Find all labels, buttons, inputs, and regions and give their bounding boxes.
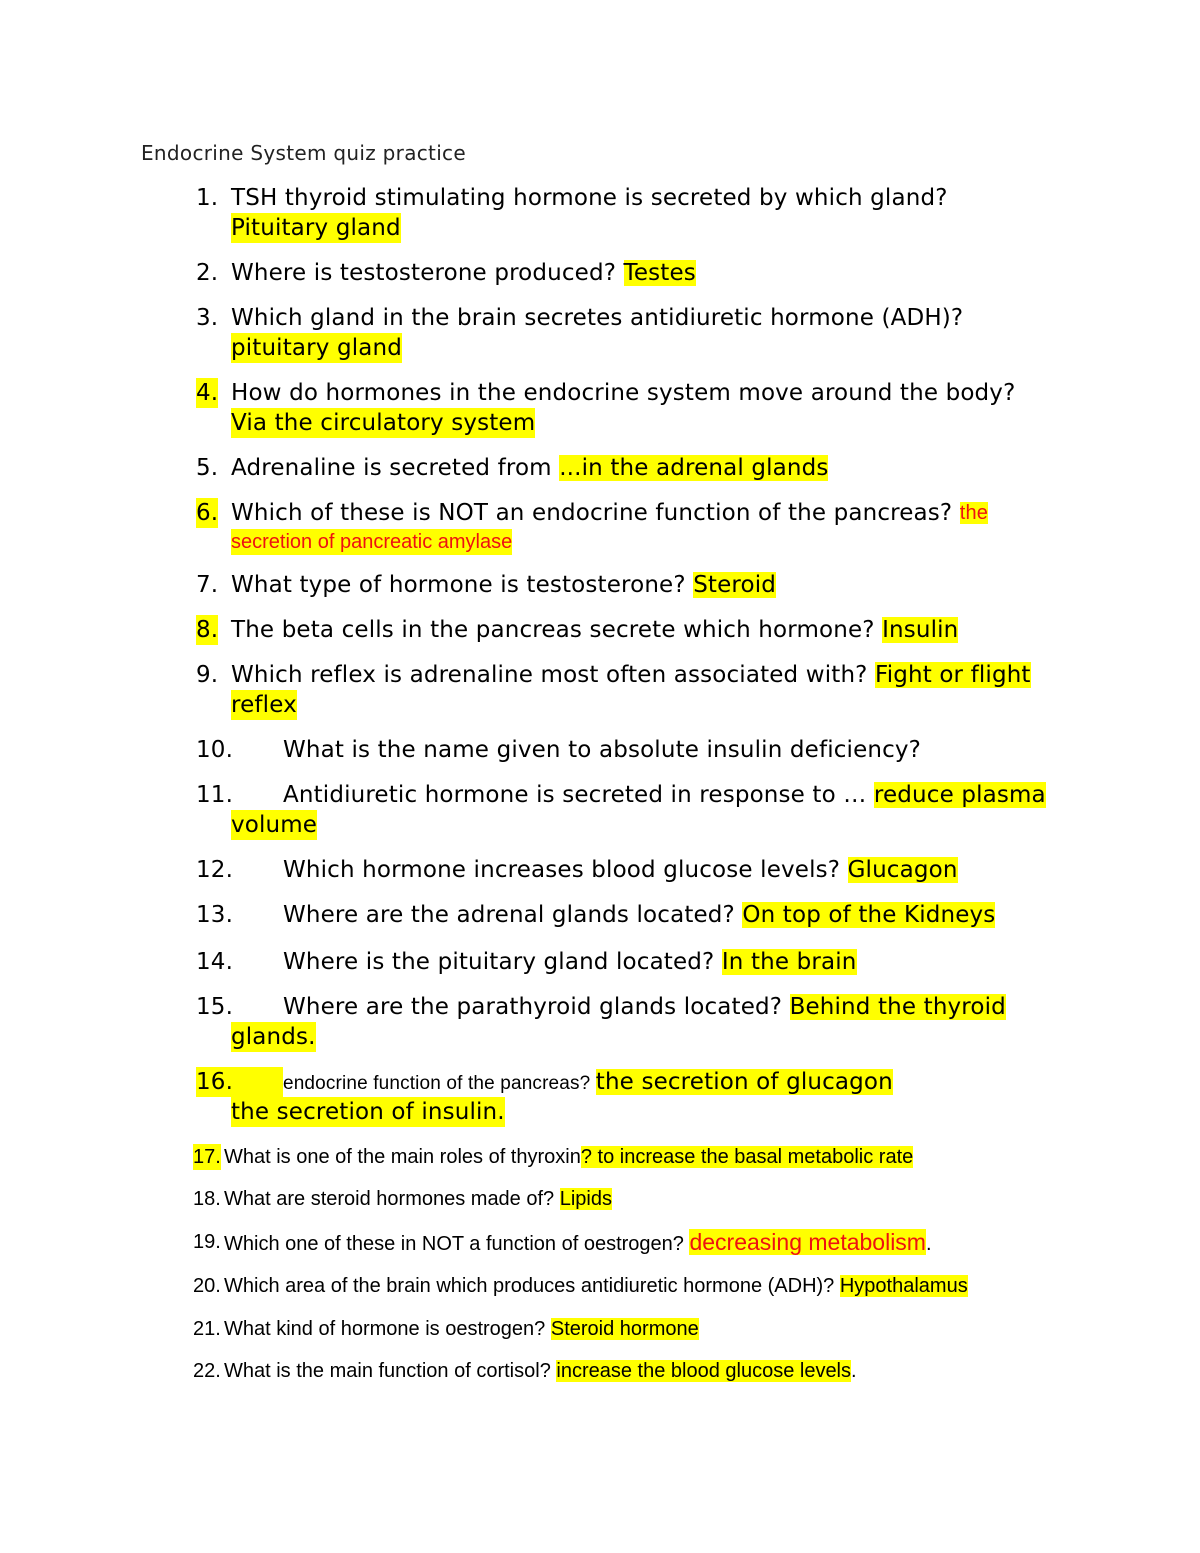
question-number: 19. bbox=[193, 1231, 221, 1253]
answer-text: ...in the adrenal glands bbox=[559, 455, 829, 481]
answer-text: ? to increase the basal metabolic rate bbox=[580, 1146, 914, 1168]
question-number: 21. bbox=[193, 1318, 221, 1340]
answer-text: pituitary gland bbox=[231, 335, 402, 361]
question-number: 13. bbox=[196, 902, 234, 928]
question-line bbox=[224, 1316, 699, 1342]
question-number: 3. bbox=[196, 305, 219, 331]
answer-text: Behind the thyroid bbox=[789, 994, 1006, 1020]
question-number: 15. bbox=[196, 994, 234, 1020]
answer-text-continued: glands. bbox=[231, 1024, 316, 1050]
question-number: 2. bbox=[196, 260, 219, 286]
answer-text: reduce plasma bbox=[873, 782, 1046, 808]
answer-tail: . bbox=[925, 1233, 932, 1255]
question-text: What type of hormone is testosterone? bbox=[231, 572, 694, 598]
answer-text-continued: volume bbox=[231, 812, 318, 838]
question-text: Which hormone increases blood glucose levels? bbox=[283, 857, 848, 883]
answer-text: the bbox=[959, 502, 989, 524]
question-line bbox=[231, 660, 1031, 690]
question-line bbox=[224, 1186, 612, 1212]
question-number: 17. bbox=[193, 1146, 221, 1168]
question-text: Where are the parathyroid glands located? bbox=[283, 994, 790, 1020]
question-line bbox=[224, 1273, 968, 1299]
question-line bbox=[283, 1067, 893, 1097]
question-number: 10. bbox=[196, 737, 234, 763]
question-text: Adrenaline is secreted from bbox=[231, 455, 560, 481]
answer-text-continued: the secretion of insulin. bbox=[231, 1099, 505, 1125]
question-text: What is one of the main roles of thyroxin bbox=[224, 1146, 581, 1168]
question-text: What kind of hormone is oestrogen? bbox=[224, 1318, 551, 1340]
question-text: TSH thyroid stimulating hormone is secreted by which gland? bbox=[231, 185, 948, 211]
question-text: Which of these is NOT an endocrine function of the pancreas? bbox=[231, 500, 960, 526]
question-number: 9. bbox=[196, 662, 219, 688]
question-number: 20. bbox=[193, 1275, 221, 1297]
question-number: 6. bbox=[196, 500, 219, 526]
answer-text: Fight or flight bbox=[874, 662, 1031, 688]
question-text: Where is testosterone produced? bbox=[231, 260, 624, 286]
question-line bbox=[283, 992, 1006, 1022]
question-text: Which gland in the brain secretes antidiuretic hormone (ADH)? bbox=[231, 305, 964, 331]
question-number: 8. bbox=[196, 617, 219, 643]
question-text: Where are the adrenal glands located? bbox=[283, 902, 743, 928]
question-line bbox=[231, 453, 828, 483]
question-number: 1. bbox=[196, 185, 219, 211]
question-line bbox=[283, 855, 958, 885]
question-number: 12. bbox=[196, 857, 234, 883]
question-number: 7. bbox=[196, 572, 219, 598]
question-text: endocrine function of the pancreas? bbox=[283, 1073, 596, 1094]
question-line bbox=[224, 1144, 913, 1170]
question-number: 18. bbox=[193, 1188, 221, 1210]
question-line bbox=[231, 498, 988, 528]
question-number: 11. bbox=[196, 782, 234, 808]
question-text: Which reflex is adrenaline most often associated with? bbox=[231, 662, 875, 688]
question-line bbox=[283, 780, 1046, 810]
question-text: Antidiuretic hormone is secreted in response to … bbox=[283, 782, 874, 808]
question-text: Which one of these in NOT a function of oestrogen? bbox=[224, 1233, 690, 1255]
answer-text: the secretion of glucagon bbox=[595, 1069, 893, 1095]
answer-text: Insulin bbox=[882, 617, 959, 643]
answer-text: Steroid bbox=[693, 572, 777, 598]
question-text: What are steroid hormones made of? bbox=[224, 1188, 560, 1210]
question-line bbox=[283, 900, 995, 930]
answer-text: Via the circulatory system bbox=[231, 410, 536, 436]
question-text: What is the name given to absolute insulin deficiency? bbox=[283, 737, 922, 763]
question-number: 22. bbox=[193, 1360, 221, 1382]
question-text: The beta cells in the pancreas secrete which hormone? bbox=[231, 617, 883, 643]
answer-text: decreasing metabolism bbox=[689, 1229, 926, 1255]
answer-text: Lipids bbox=[559, 1188, 612, 1210]
answer-text: On top of the Kidneys bbox=[742, 902, 996, 928]
question-number: 4. bbox=[196, 380, 219, 406]
question-line bbox=[224, 1358, 857, 1384]
question-number: 5. bbox=[196, 455, 219, 481]
answer-text: Glucagon bbox=[847, 857, 958, 883]
answer-text-continued: secretion of pancreatic amylase bbox=[231, 531, 513, 553]
answer-tail: . bbox=[851, 1360, 857, 1382]
question-text: Which area of the brain which produces antidiuretic hormone (ADH)? bbox=[224, 1275, 840, 1297]
question-line bbox=[231, 258, 696, 288]
question-line bbox=[231, 570, 776, 600]
answer-text: increase the blood glucose levels bbox=[556, 1360, 852, 1382]
question-text: What is the main function of cortisol? bbox=[224, 1360, 557, 1382]
answer-text: Hypothalamus bbox=[839, 1275, 968, 1297]
answer-text: Testes bbox=[623, 260, 696, 286]
answer-text: In the brain bbox=[721, 949, 857, 975]
question-text: How do hormones in the endocrine system move around the body? bbox=[231, 380, 1016, 406]
question-line bbox=[231, 615, 958, 645]
question-number: 14. bbox=[196, 949, 234, 975]
question-text: Where is the pituitary gland located? bbox=[283, 949, 722, 975]
answer-text-continued: reflex bbox=[231, 692, 297, 718]
question-line bbox=[283, 947, 857, 977]
question-number: 16. bbox=[196, 1067, 283, 1097]
answer-text: Pituitary gland bbox=[231, 215, 401, 241]
page-title: Endocrine System quiz practice bbox=[141, 141, 466, 165]
answer-text: Steroid hormone bbox=[550, 1318, 699, 1340]
question-line bbox=[224, 1229, 932, 1257]
